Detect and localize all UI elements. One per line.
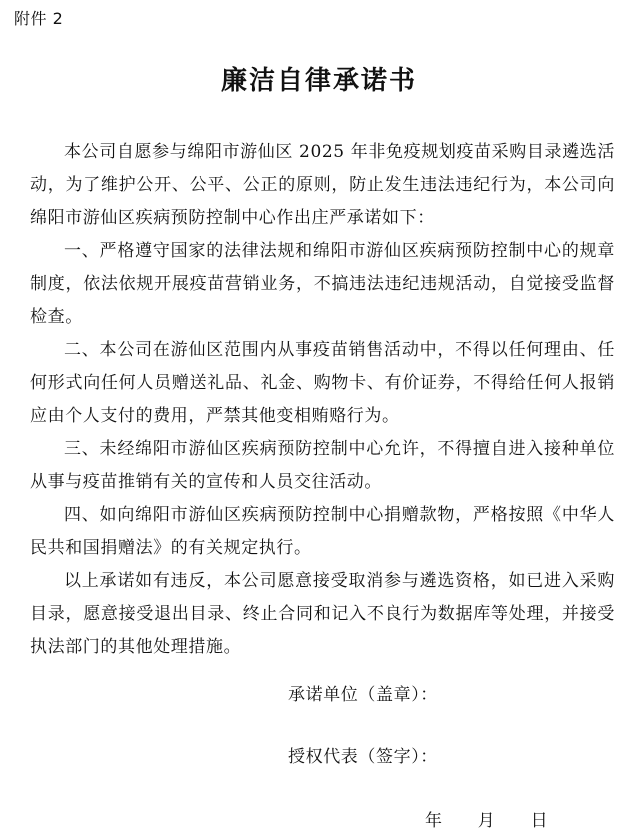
- signature-date-label: 年 月 日: [425, 811, 549, 831]
- attachment-label: 附件 2: [14, 9, 64, 28]
- document-title: 廉洁自律承诺书: [220, 66, 417, 96]
- closing-paragraph: 以上承诺如有违反，本公司愿意接受取消参与遴选资格，如已进入采购目录，愿意接受退出目录、终止合同和记入不良行为数据库等处理，并接受执法部门的其他处理措施。: [30, 571, 615, 657]
- document-body: [30, 136, 615, 664]
- commitment-paragraph-4: 四、如向绵阳市游仙区疾病预防控制中心捐赠款物，严格按照《中华人民共和国捐赠法》的有关规定执行。: [30, 505, 615, 558]
- signature-unit-label: 承诺单位（盖章）：: [288, 685, 438, 705]
- signature-representative-label: 授权代表（签字）：: [288, 747, 438, 767]
- commitment-paragraph-2: 二、本公司在游仙区范围内从事疫苗销售活动中，不得以任何理由、任何形式向任何人员赠送礼品、礼金、购物卡、有价证券，不得给任何人报销应由个人支付的费用，严禁其他变相贿赂行为。: [30, 340, 615, 426]
- commitment-paragraph-1: 一、严格遵守国家的法律法规和绵阳市游仙区疾病预防控制中心的规章制度，依法依规开展疫苗营销业务，不搞违法违纪违规活动，自觉接受监督检查。: [30, 241, 615, 327]
- commitment-paragraph-3: 三、未经绵阳市游仙区疾病预防控制中心允许，不得擅自进入接种单位从事与疫苗推销有关的宣传和人员交往活动。: [30, 439, 615, 492]
- intro-paragraph: 本公司自愿参与绵阳市游仙区 2025 年非免疫规划疫苗采购目录遴选活动，为了维护公开、公平、公正的原则，防止发生违法违纪行为，本公司向绵阳市游仙区疾病预防控制中心作出庄严承诺如下：: [30, 142, 615, 228]
